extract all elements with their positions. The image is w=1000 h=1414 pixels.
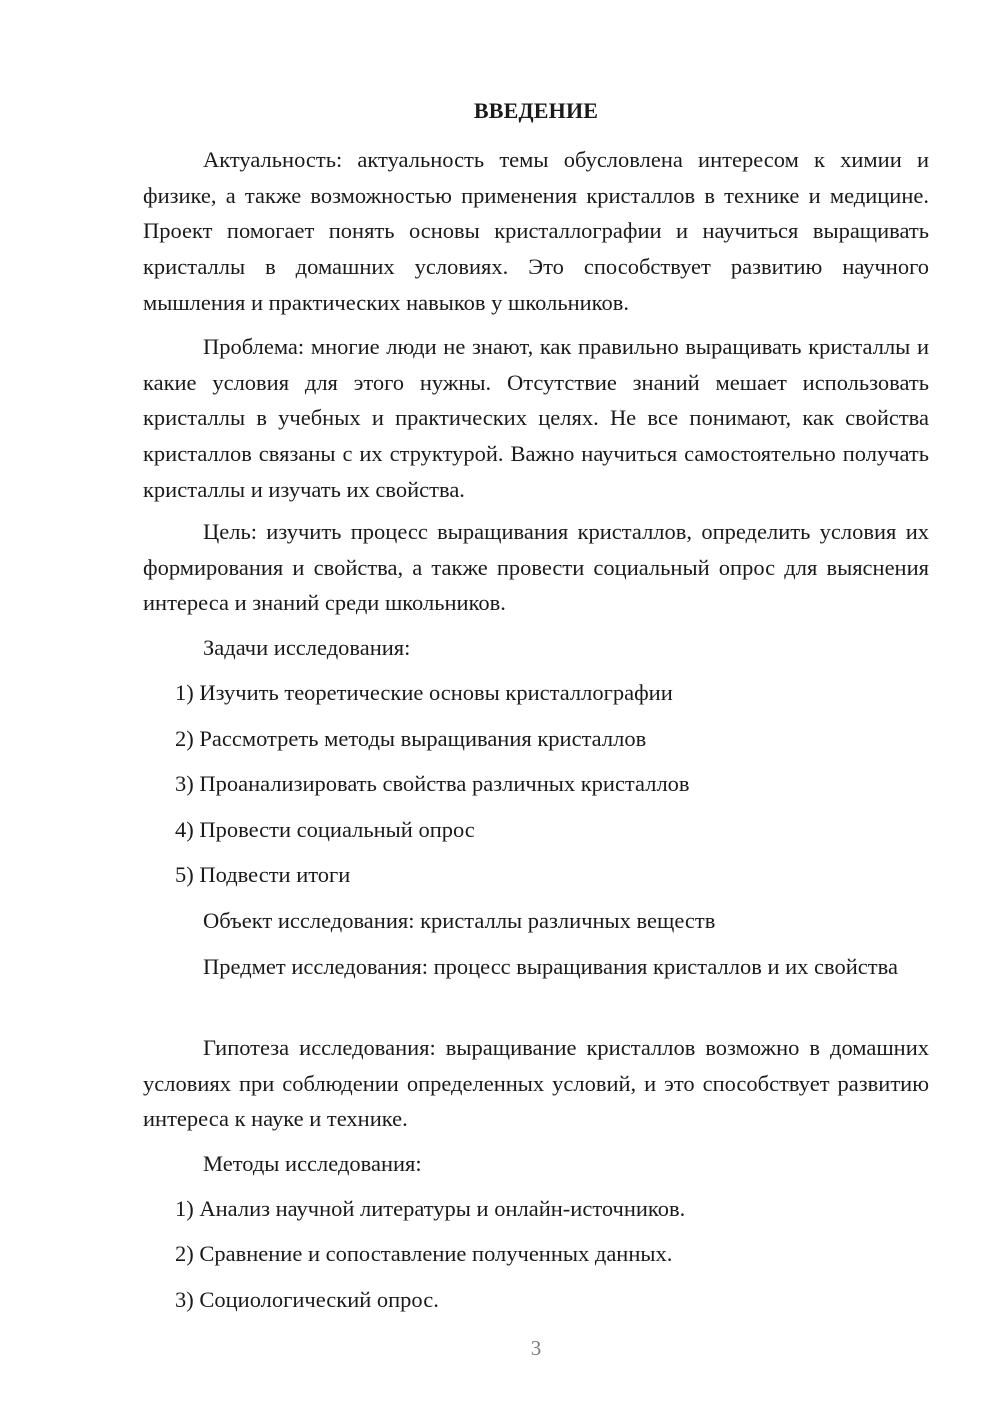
task-item: 3) Проанализировать свойства различных кристаллов bbox=[175, 771, 690, 796]
subject-paragraph: Предмет исследования: процесс выращивания кристаллов и их свойства bbox=[203, 954, 898, 979]
method-item: 1) Анализ научной литературы и онлайн-источников. bbox=[175, 1196, 686, 1221]
task-item: 5) Подвести итоги bbox=[175, 862, 351, 887]
page-number: 3 bbox=[530, 1336, 542, 1360]
object-line: Объект исследования: кристаллы различных веществ bbox=[203, 908, 716, 933]
hypothesis-paragraph: Гипотеза исследования: выращивание кристаллов возможно в домашних условиях при соблюдении определенных условий, и это способствует развитию интереса к науке и технике. bbox=[143, 1035, 929, 1132]
methods-heading: Методы исследования: bbox=[203, 1151, 422, 1176]
tasks-heading: Задачи исследования: bbox=[203, 635, 411, 660]
task-item: 1) Изучить теоретические основы кристаллографии bbox=[175, 680, 673, 705]
relevance-paragraph: Актуальность: актуальность темы обусловлена интересом к химии и физике, а также возможностью применения кристаллов в технике и медицине. Проект помогает понять основы кристаллографии и научиться выращивать кристаллы в домашних условиях. Это способствует развитию научного мышления и практических навыков у школьников. bbox=[143, 147, 929, 315]
task-item: 4) Провести социальный опрос bbox=[175, 817, 475, 842]
method-item: 2) Сравнение и сопоставление полученных данных. bbox=[175, 1241, 673, 1266]
method-item: 3) Социологический опрос. bbox=[175, 1287, 439, 1312]
problem-paragraph: Проблема: многие люди не знают, как правильно выращивать кристаллы и какие условия для этого нужны. Отсутствие знаний мешает использовать кристаллы в учебных и практических целях. Не все понимают, как свойства кристаллов связаны с их структурой. Важно научиться самостоятельно получать кристаллы и изучать их свойства. bbox=[143, 334, 929, 502]
task-item: 2) Рассмотреть методы выращивания кристаллов bbox=[175, 726, 647, 751]
section-title: ВВЕДЕНИЕ bbox=[473, 98, 599, 123]
goal-paragraph: Цель: изучить процесс выращивания кристаллов, определить условия их формирования и свойства, а также провести социальный опрос для выяснения интереса и знаний среди школьников. bbox=[143, 519, 929, 616]
